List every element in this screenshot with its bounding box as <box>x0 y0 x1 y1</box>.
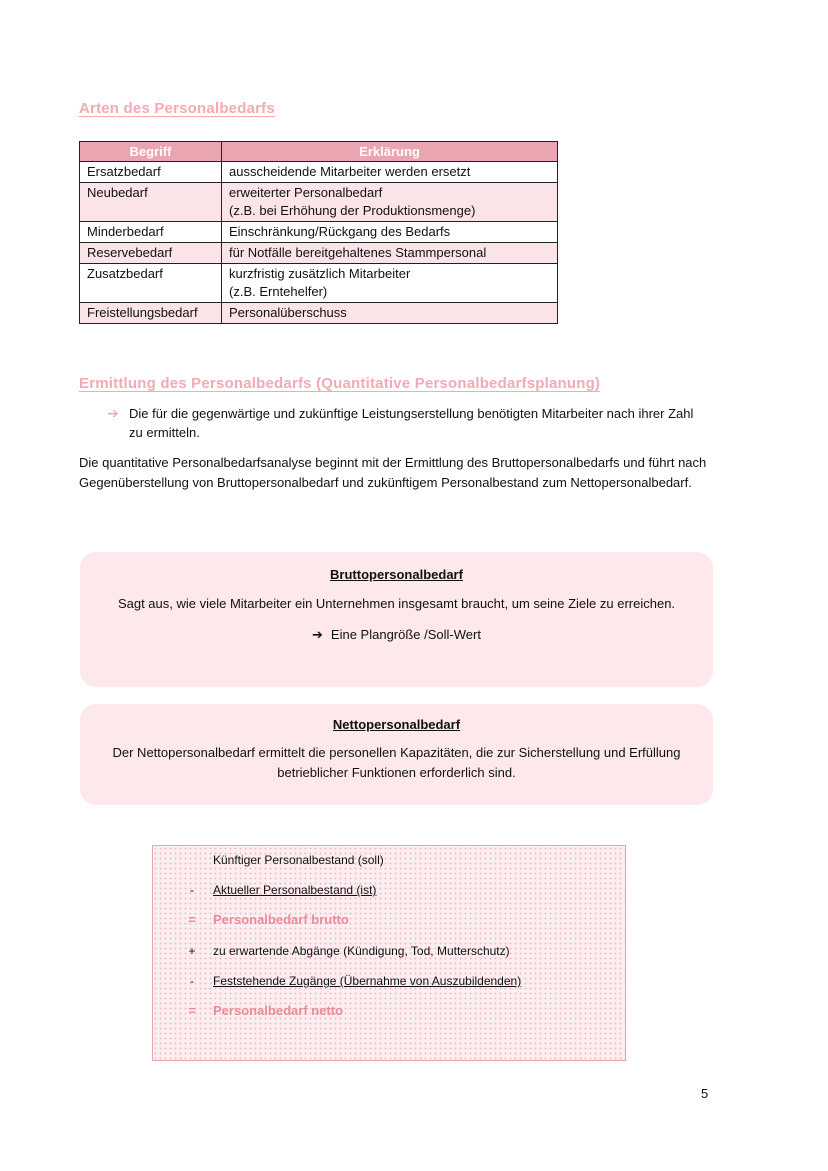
calc-row <box>153 881 623 899</box>
explanation-cell <box>222 162 558 183</box>
box-title: Bruttopersonalbedarf <box>330 567 463 582</box>
netto-definition-box <box>80 704 713 805</box>
box-conclusion <box>80 625 713 645</box>
calc-row <box>153 851 623 869</box>
calc-operator: + <box>188 944 196 958</box>
box-title: Nettopersonalbedarf <box>332 717 461 732</box>
table-row <box>80 243 558 264</box>
explanation-line: ausscheidende Mitarbeiter werden ersetzt <box>229 164 471 179</box>
table-row <box>80 303 558 324</box>
table-row <box>80 183 558 222</box>
term-cell: Freistellungsbedarf <box>80 303 222 324</box>
personalbedarf-types-table <box>79 141 558 324</box>
explanation-line: (z.B. Erntehelfer) <box>229 284 328 299</box>
box-text: Der Nettopersonalbedarf ermittelt die personellen Kapazitäten, die zur Sicherstellung und Erfüllung betrieblicher Funktionen erforderlich sind. <box>112 745 681 780</box>
term-cell: Zusatzbedarf <box>80 264 222 303</box>
explanation-cell <box>222 222 558 243</box>
column-header-erklaerung: Erklärung <box>222 142 558 162</box>
explanation-cell <box>222 183 558 222</box>
calc-row <box>153 911 623 929</box>
calc-result-label: Personalbedarf netto <box>213 1003 344 1018</box>
table-header-row <box>80 142 558 162</box>
calc-operator: - <box>190 974 194 988</box>
explanation-line: Personalüberschuss <box>229 305 347 320</box>
table-row <box>80 162 558 183</box>
table-row <box>80 222 558 243</box>
calculation-scheme <box>152 845 626 1061</box>
calc-label: Feststehende Zugänge (Übernahme von Auszubildenden) <box>213 974 522 988</box>
calc-label: Aktueller Personalbestand (ist) <box>213 883 377 897</box>
explanation-line: kurzfristig zusätzlich Mitarbeiter <box>229 266 411 281</box>
explanation-line: (z.B. bei Erhöhung der Produktionsmenge) <box>229 203 476 218</box>
section-heading-ermittlung: Ermittlung des Personalbedarfs (Quantitative Personalbedarfsplanung) <box>79 375 601 392</box>
calc-result-label: Personalbedarf brutto <box>213 912 349 927</box>
column-header-begriff: Begriff <box>80 142 222 162</box>
table-row <box>80 264 558 303</box>
calc-operator: = <box>188 1003 196 1018</box>
bullet-point <box>107 404 707 442</box>
calc-row <box>153 942 623 960</box>
page-number: 5 <box>701 1086 709 1101</box>
explanation-cell <box>222 243 558 264</box>
calc-operator: - <box>190 883 194 897</box>
explanation-line: Einschränkung/Rückgang des Bedarfs <box>229 224 451 239</box>
section-heading-arten: Arten des Personalbedarfs <box>79 100 275 117</box>
explanation-line: erweiterter Personalbedarf <box>229 185 383 200</box>
calc-label: zu erwartende Abgänge (Kündigung, Tod, Mutterschutz) <box>213 944 510 958</box>
term-cell: Reservebedarf <box>80 243 222 264</box>
bullet-text: Die für die gegenwärtige und zukünftige Leistungserstellung benötigten Mitarbeiter nach ihrer Zahl zu ermitteln. <box>129 406 694 440</box>
explanation-cell <box>222 303 558 324</box>
calc-label: Künftiger Personalbestand (soll) <box>213 853 384 867</box>
arrow-right-icon: ➔ <box>107 405 119 421</box>
explanation-cell <box>222 264 558 303</box>
calc-operator: = <box>188 912 196 927</box>
intro-paragraph: Die quantitative Personalbedarfsanalyse beginnt mit der Ermittlung des Bruttopersonalbedarfs und führt nach Gegenüberstellung von Bruttopersonalbedarf und zukünftigem Personalbestand zum Nettopersonalbedarf. <box>79 455 707 490</box>
explanation-line: für Notfälle bereitgehaltenes Stammpersonal <box>229 245 487 260</box>
term-cell: Minderbedarf <box>80 222 222 243</box>
calc-row <box>153 1002 623 1020</box>
term-cell: Ersatzbedarf <box>80 162 222 183</box>
calc-row <box>153 972 623 990</box>
arrow-right-icon: ➔ <box>312 627 323 642</box>
term-cell: Neubedarf <box>80 183 222 222</box>
box-text: Sagt aus, wie viele Mitarbeiter ein Unternehmen insgesamt braucht, um seine Ziele zu erreichen. <box>117 596 676 611</box>
conclusion-text: Eine Plangröße /Soll-Wert <box>330 627 481 642</box>
brutto-definition-box <box>80 552 713 687</box>
